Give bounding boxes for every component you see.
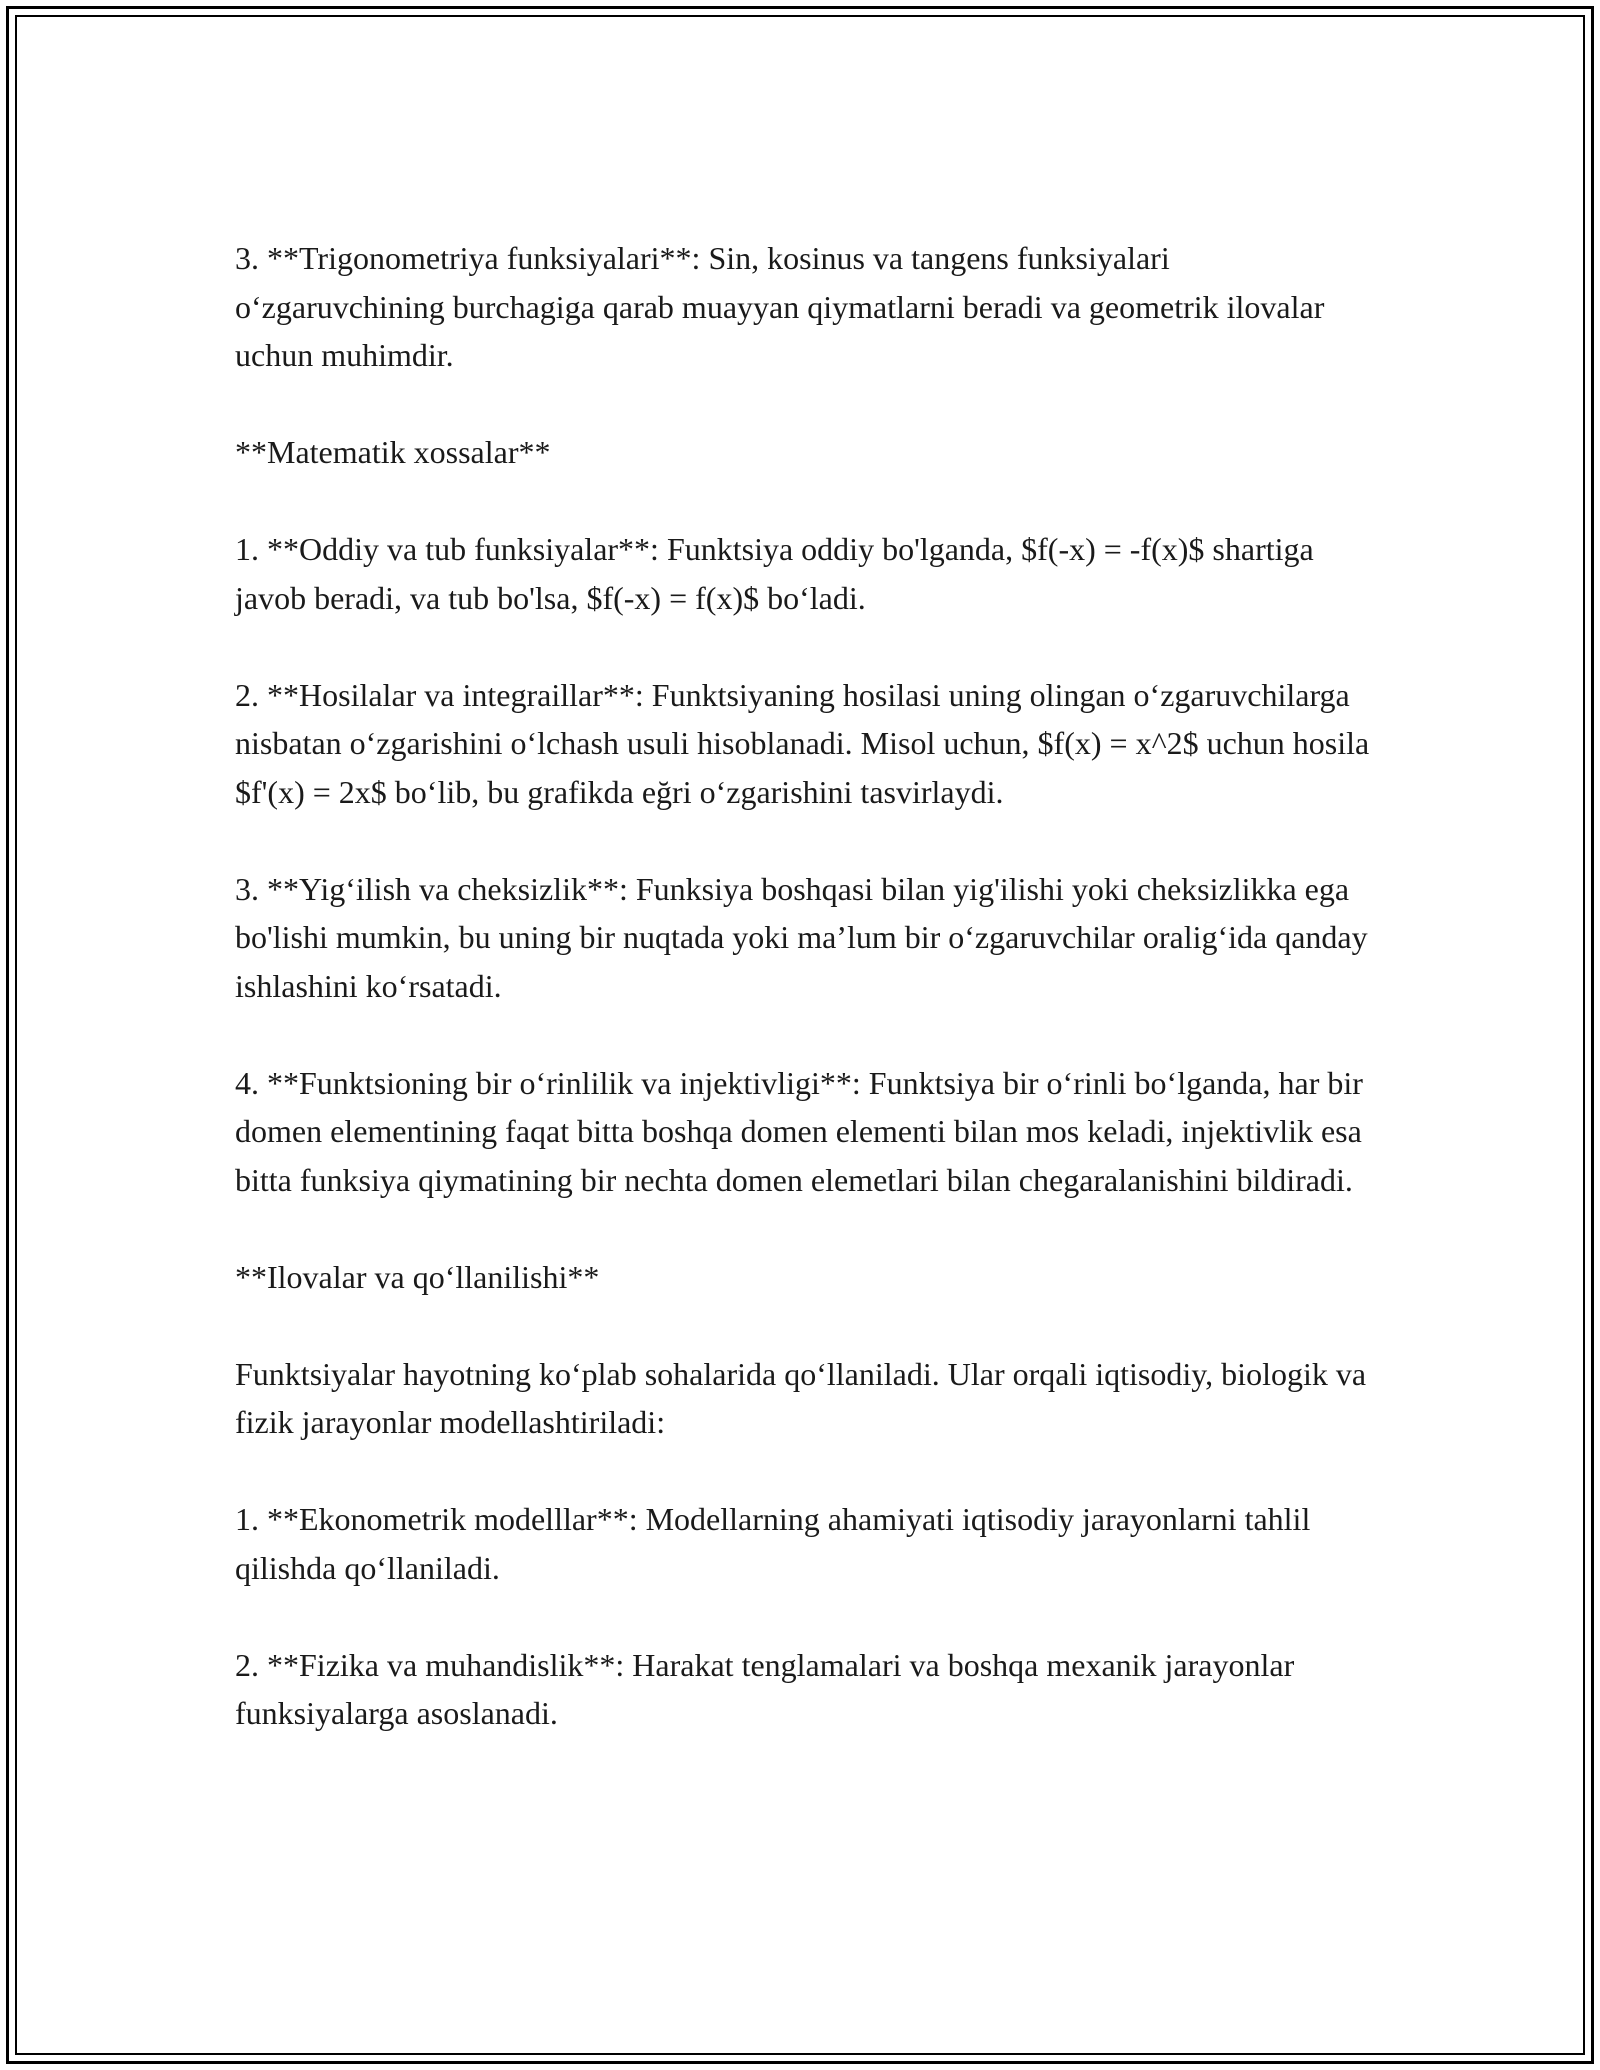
paragraph-odd-even-functions: 1. **Oddiy va tub funksiyalar**: Funktsiya oddiy bo'lganda, $f(-x) = -f(x)$ shartiga javob beradi, va tub bo'lsa, $f(-x) = f(x)$ bo‘ladi. xyxy=(235,531,1314,616)
paragraph-physics-engineering: 2. **Fizika va muhandislik**: Harakat tenglamalari va boshqa mexanik jarayonlar funksiyalarga asoslanadi. xyxy=(235,1646,1295,1731)
heading-applications: **Ilovalar va qo‘llanilishi** xyxy=(235,1258,600,1295)
heading-mathematical-properties: **Matematik xossalar** xyxy=(235,434,551,470)
paragraph-trigonometric-functions: 3. **Trigonometriya funksiyalari**: Sin, kosinus va tangens funksiyalari o‘zgaruvchining burchagiga qarab muayyan qiymatlarni beradi va geometrik ilovalar uchun muhimdir. xyxy=(235,240,1325,373)
document-body xyxy=(235,234,1375,1738)
paragraph-injectivity: 4. **Funktsioning bir o‘rinlilik va injektivligi**: Funktsiya bir o‘rinli bo‘lganda, har bir domen elementining faqat bitta boshqa domen elementi bilan mos keladi, injektivlik esa bitta funksiya qiymatining bir nechta domen elemetlari bilan chegaralanishini bildiradi. xyxy=(235,1064,1363,1198)
paragraph-econometric-models: 1. **Ekonometrik modelllar**: Modellarning ahamiyati iqtisodiy jarayonlarni tahlil qilishda qo‘llaniladi. xyxy=(235,1501,1311,1586)
paragraph-derivatives-integrals: 2. **Hosilalar va integraillar**: Funktsiyaning hosilasi uning olingan o‘zgaruvchilarga nisbatan o‘zgarishini o‘lchash usuli hisoblanadi. Misol uchun, $f(x) = x^2$ uchun hosila $f'(x) = 2x$ bo‘lib, bu grafikda eğri o‘zgarishini tasvirlaydi. xyxy=(235,676,1370,810)
paragraph-convergence-infinity: 3. **Yig‘ilish va cheksizlik**: Funksiya boshqasi bilan yig'ilishi yoki cheksizlikka ega bo'lishi mumkin, bu uning bir nuqtada yoki ma’lum bir o‘zgaruvchilar oralig‘ida qanday ishlashini ko‘rsatadi. xyxy=(235,870,1368,1004)
paragraph-applications-intro: Funktsiyalar hayotning ko‘plab sohalarida qo‘llaniladi. Ular orqali iqtisodiy, biologik va fizik jarayonlar modellashtiriladi: xyxy=(235,1355,1367,1440)
